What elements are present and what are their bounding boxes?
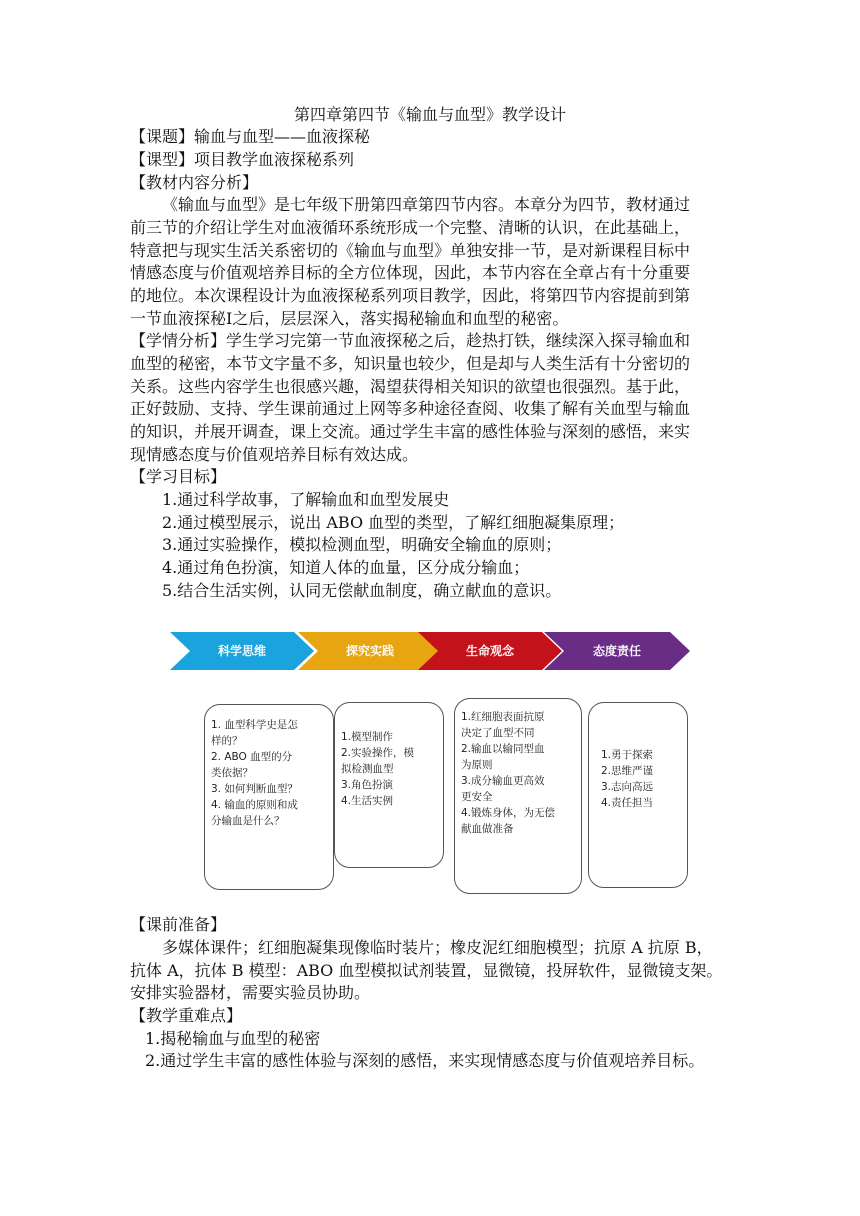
focus-heading: 【教学重难点】 [130,1006,243,1025]
focus-item: 1.揭秘输血与血型的秘密 [145,1029,321,1048]
page-title: 第四章第四节《输血与血型》教学设计 [293,105,566,124]
material-analysis-heading: 【教材内容分析】 [130,173,259,192]
competency-diagram [170,632,690,902]
box-life-concept [454,698,582,894]
box-line: 3.角色扮演 [341,779,394,791]
prep-line: 多媒体课件；红细胞凝集现像临时装片；橡皮泥红细胞模型；抗原 A 抗原 B， [162,938,713,957]
goal-item: 1.通过科学故事，了解输血和血型发展史 [162,490,450,509]
goal-item: 3.通过实验操作，模拟检测血型，明确安全输血的原则； [162,535,562,554]
box-line: 2.输血以输同型血 [461,743,545,755]
goal-item: 5.结合生活实例，认同无偿献血制度，确立献血的意识。 [162,581,562,600]
box-line: 献血做准备 [461,823,514,835]
box-line: 决定了血型不同 [461,727,535,739]
lesson-type: 【课型】项目教学血液探秘系列 [130,150,355,169]
student-analysis-line: 血型的秘密，本节文字量不多，知识量也较少，但是却与人类生活有十分密切的 [130,354,691,373]
box-line: 4.责任担当 [601,797,654,809]
box-line: 拟检测血型 [341,763,394,775]
box-line: 1. 血型科学史是怎 [211,719,298,731]
box-line: 类依据？ [211,767,253,779]
box-line: 4. 输血的原则和成 [211,799,298,811]
box-line: 4.生活实例 [341,795,394,807]
student-analysis-line: 【学情分析】学生学习完第一节血液探秘之后，趁热打铁，继续深入探寻输血和 [130,331,691,350]
material-analysis-line: 情感态度与价值观培养目标的全方位体现，因此，本节内容在全章占有十分重要 [130,263,691,282]
student-analysis-line: 关系。这些内容学生也很感兴趣，渴望获得相关知识的欲望也很强烈。基于此， [130,377,691,396]
box-line: 更安全 [461,791,493,803]
student-analysis-line: 现情感态度与价值观培养目标有效达成。 [130,445,419,464]
box-line: 2.实验操作，模 [341,747,415,759]
box-line: 3. 如何判断血型？ [211,783,298,795]
box-attitude-responsibility [588,702,688,888]
box-line: 为原则 [461,759,493,771]
box-line: 样的？ [211,735,243,747]
material-analysis-line: 特意把与现实生活关系密切的《输血与血型》单独安排一节，是对新课程目标中 [130,241,691,260]
lesson-topic: 【课题】输血与血型——血液探秘 [130,127,371,146]
arrow-attitude-responsibility [544,632,690,670]
box-line: 1.模型制作 [341,731,394,743]
arrow-scientific-thinking [170,632,314,670]
material-analysis-line: 一节血液探秘Ⅰ之后，层层深入，落实揭秘输血和血型的秘密。 [130,309,569,328]
student-analysis-line: 的知识，并展开调查，课上交流。通过学生丰富的感性体验与深刻的感悟，来实 [130,422,691,441]
box-line: 2.思维严谨 [601,765,654,777]
material-analysis-line: 前三节的介绍让学生对血液循环系统形成一个完整、清晰的认识，在此基础上， [130,218,691,237]
box-line: 3.成分输血更高效 [461,775,545,787]
box-line: 1.红细胞表面抗原 [461,711,545,723]
box-line: 1.勇于探索 [601,749,654,761]
arrow-label: 生命观念 [465,644,514,658]
arrow-label: 态度责任 [592,644,641,658]
box-line: 4.锻炼身体，为无偿 [461,807,556,819]
prep-heading: 【课前准备】 [130,915,227,934]
box-scientific-thinking [204,704,334,890]
prep-line: 抗体 A，抗体 B 模型：ABO 血型模拟试剂装置，显微镜，投屏软件，显微镜支架。 [130,961,723,980]
box-line: 3.志向高远 [601,781,654,793]
material-analysis-line: 的地位。本次课程设计为血液探秘系列项目教学，因此，将第四节内容提前到第 [130,286,691,305]
box-inquiry-practice [334,702,444,868]
focus-item: 2.通过学生丰富的感性体验与深刻的感悟，来实现情感态度与价值观培养目标。 [145,1051,705,1070]
arrow-label: 探究实践 [345,644,394,658]
goal-item: 2.通过模型展示，说出 ABO 血型的类型，了解红细胞凝集原理； [162,513,625,532]
box-line: 2. ABO 血型的分 [211,751,293,763]
arrow-life-concept [418,632,562,670]
box-line: 分输血是什么？ [211,815,285,827]
goals-heading: 【学习目标】 [130,467,227,486]
arrow-label: 科学思维 [217,644,266,658]
material-analysis-line: 《输血与血型》是七年级下册第四章第四节内容。本章分为四节，教材通过 [162,195,691,214]
student-analysis-line: 正好鼓励、支持、学生课前通过上网等多种途径查阅、收集了解有关血型与输血 [130,399,691,418]
goal-item: 4.通过角色扮演，知道人体的血量，区分成分输血； [162,558,530,577]
prep-line: 安排实验器材，需要实验员协助。 [130,983,371,1002]
